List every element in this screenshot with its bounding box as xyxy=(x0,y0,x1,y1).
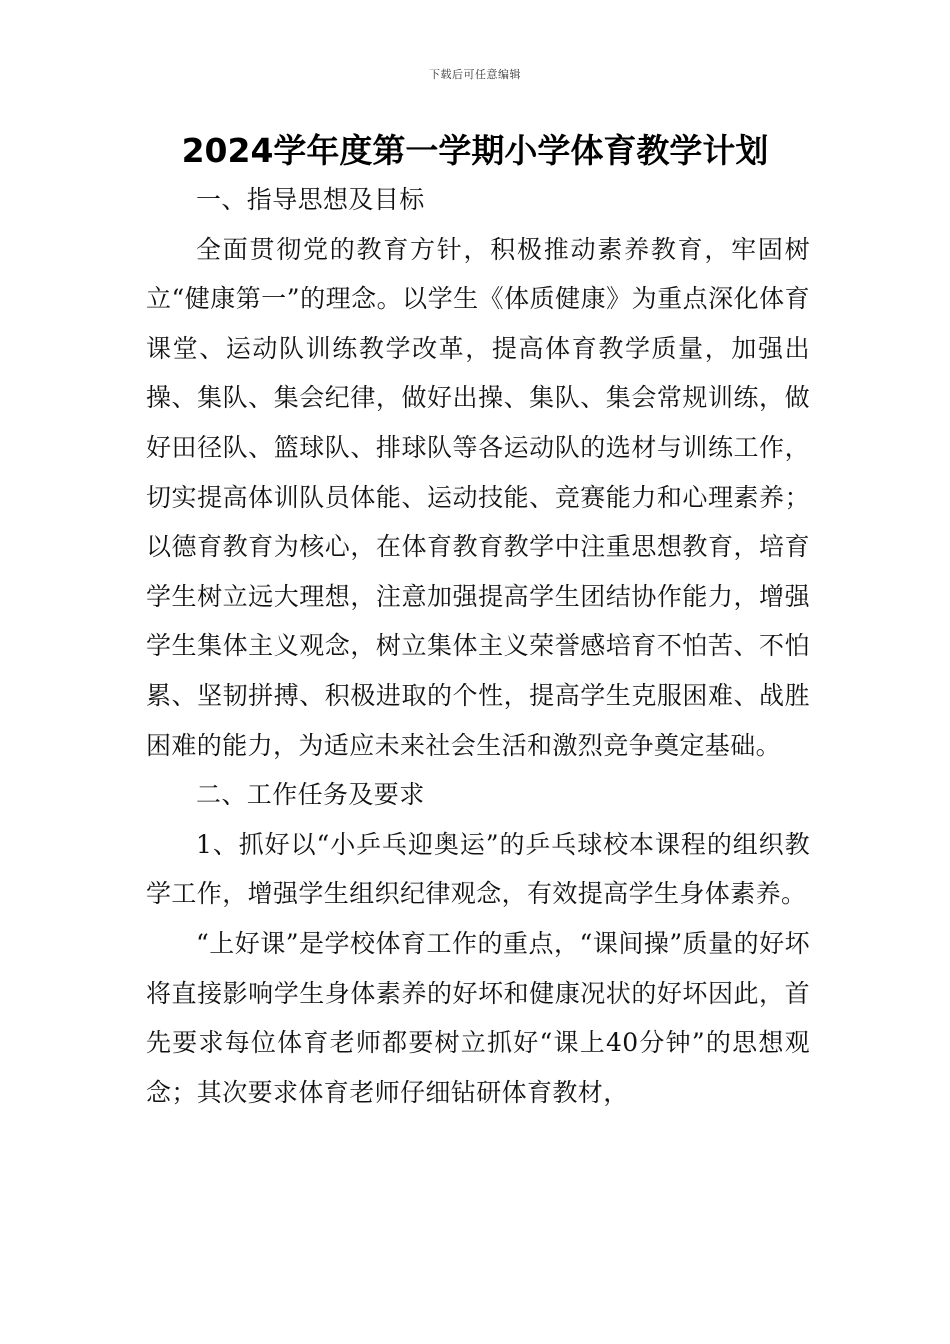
section-heading-tasks: 二、工作任务及要求 xyxy=(196,780,425,810)
page-title: 2024学年度第一学期小学体育教学计划 xyxy=(181,131,769,170)
header-note: 下载后可任意编辑 xyxy=(429,68,521,81)
paragraph-teaching-quality: “上好课”是学校体育工作的重点，“课间操”质量的好坏将直接影响学生身体素养的好坏和健康况状的好坏因此，首先要求每位体育老师都要树立抓好“课上40分钟”的思想观念；其次要求体育老师仔细钻研体育教材， xyxy=(146,928,810,1107)
paragraph-task-1: 1、抓好以“小乒乓迎奥运”的乒乓球校本课程的组织教学工作，增强学生组织纪律观念，有效提高学生身体素养。 xyxy=(146,829,810,909)
section-heading-guiding-ideology: 一、指导思想及目标 xyxy=(196,185,425,214)
document-body xyxy=(146,175,810,1117)
paragraph-guiding-ideology: 全面贯彻党的教育方针，积极推动素养教育，牢固树立“健康第一”的理念。以学生《体质健康》为重点深化体育课堂、运动队训练教学改革，提高体育教学质量，加强出操、集队、集会纪律，做好出操、集队、集会常规训练，做好田径队、篮球队、排球队等各运动队的选材与训练工作，切实提高体训队员体能、运动技能、竞赛能力和心理素养；以德育教育为核心，在体育教育教学中注重思想教育，培育学生树立远大理想，注意加强提高学生团结协作能力，增强学生集体主义观念，树立集体主义荣誉感培育不怕苦、不怕累、坚韧拼搏、积极进取的个性，提高学生克服困难、战胜困难的能力，为适应未来社会生活和激烈竞争奠定基础。 xyxy=(146,234,810,760)
